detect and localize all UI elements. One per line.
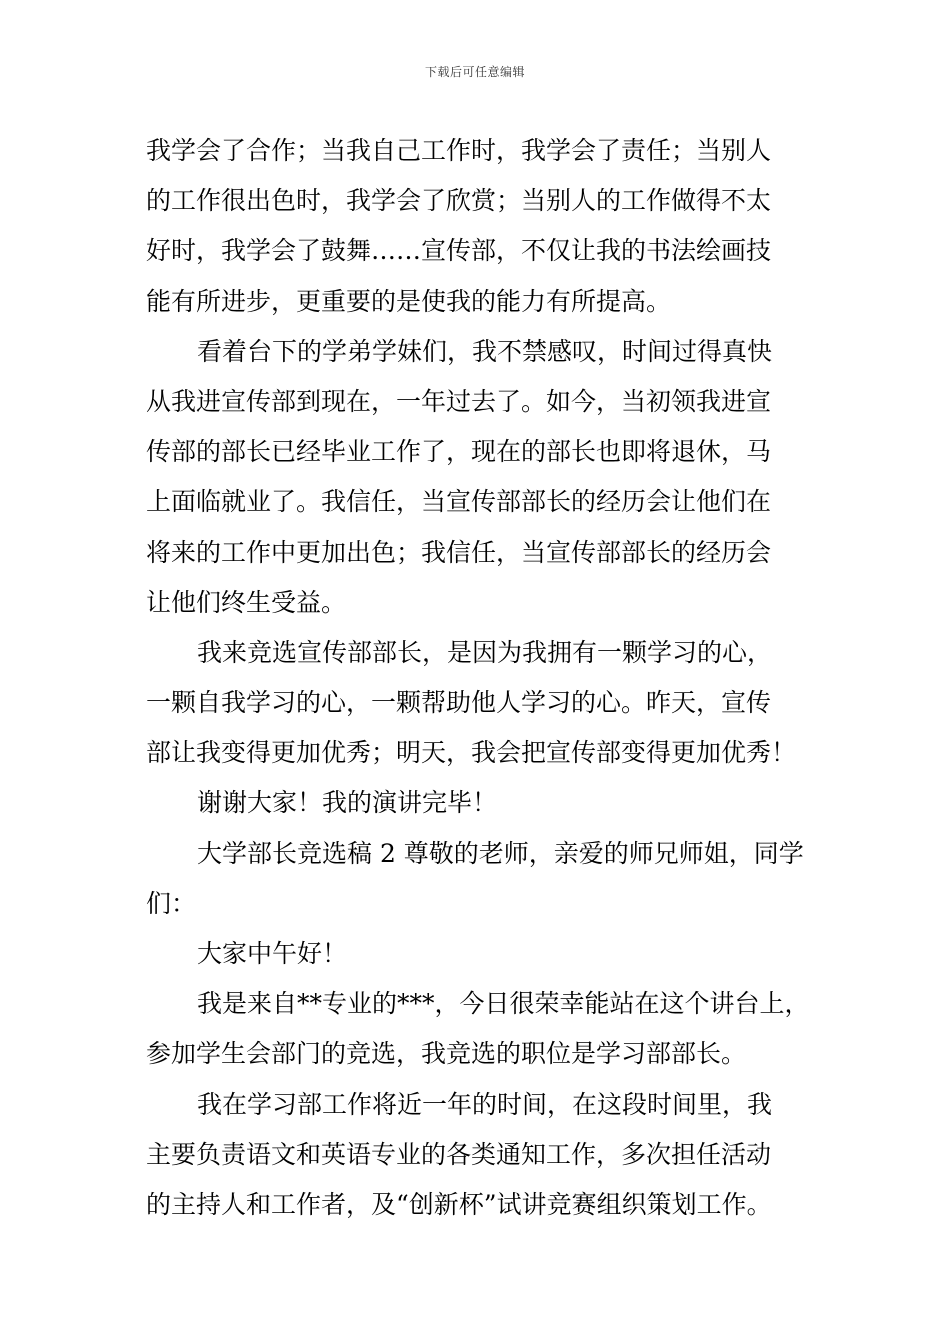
text-line: 参加学生会部门的竞选，我竞选的职位是学习部部长。 (146, 1039, 747, 1069)
paragraph-start-line: 看着台下的学弟学妹们，我不禁感叹，时间过得真快 (197, 336, 773, 366)
paragraph-start-line: 大家中午好！ (197, 939, 348, 968)
document-body (146, 126, 826, 1230)
paragraph-start-line: 我在学习部工作将近一年的时间，在这段时间里，我 (197, 1089, 773, 1119)
text-line: 好时，我学会了鼓舞……宣传部，不仅让我的书法绘画技 (146, 236, 772, 266)
text-line: 的工作很出色时，我学会了欣赏；当别人的工作做得不太 (146, 186, 772, 216)
paragraph-start-line: 谢谢大家！我的演讲完毕！ (197, 788, 498, 818)
text-line: 将来的工作中更加出色；我信任，当宣传部部长的经历会 (146, 537, 772, 567)
paragraph-start-line: 我来竞选宣传部部长，是因为我拥有一颗学习的心， (197, 637, 773, 667)
text-line: 传部的部长已经毕业工作了，现在的部长也即将退休，马 (146, 437, 772, 467)
text-line: 一颗自我学习的心，一颗帮助他人学习的心。昨天，宣传 (146, 688, 772, 718)
text-line: 能有所进步，更重要的是使我的能力有所提高。 (146, 286, 672, 316)
text-line: 部让我变得更加优秀；明天，我会把宣传部变得更加优秀！ (146, 738, 797, 768)
text-line: 让他们终生受益。 (146, 587, 347, 617)
paragraph-start-line: 大学部长竞选稿 2 尊敬的老师，亲爱的师兄师姐，同学 (197, 838, 804, 868)
text-line: 我学会了合作；当我自己工作时，我学会了责任；当别人 (146, 136, 772, 165)
text-line: 上面临就业了。我信任，当宣传部部长的经历会让他们在 (146, 487, 772, 517)
text-line: 从我进宣传部到现在，一年过去了。如今，当初领我进宣 (146, 386, 772, 416)
page-header: 下载后可任意编辑 (424, 65, 525, 79)
text-line: 的主持人和工作者，及“创新杯”试讲竞赛组织策划工作。 (146, 1189, 772, 1219)
text-line: 们： (146, 888, 197, 918)
text-line: 主要负责语文和英语专业的各类通知工作，多次担任活动 (146, 1139, 772, 1169)
paragraph-start-line: 我是来自**专业的***，今日很荣幸能站在这个讲台上， (197, 989, 810, 1019)
